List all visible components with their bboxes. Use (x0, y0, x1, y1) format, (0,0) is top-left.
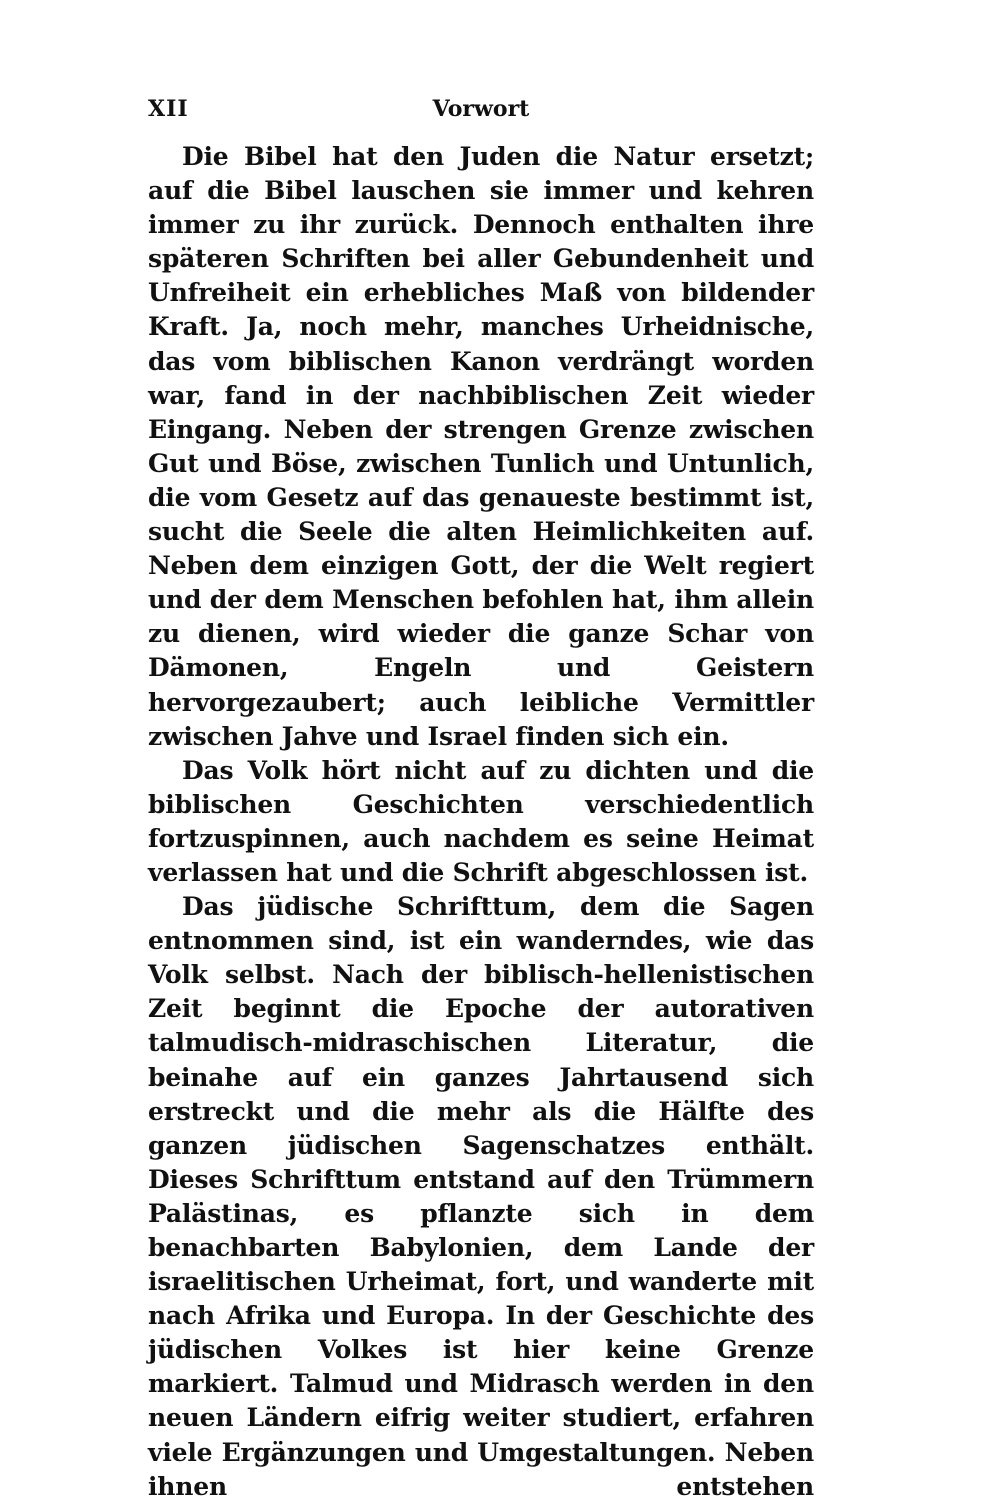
running-head (148, 88, 814, 128)
paragraph-3: Das jüdische Schrifttum, dem die Sagen entnommen sind, ist ein wanderndes, wie das Volk selbst. Nach der biblisch-hellenistischen Zeit beginnt die Epoche der autorativen talmudisch-midraschischen Literatur, die beinahe auf ein ganzes Jahrtausend sich erstreckt und die mehr als die Hälfte des ganzen jüdischen Sagenschatzes enthält. Dieses Schrifttum entstand auf den Trümmern Palästinas, es pflanzte sich in dem benachbarten Babylonien, dem Lande der israelitischen Urheimat, fort, und wanderte mit nach Afrika und Europa. In der Geschichte des jüdischen Volkes ist hier keine Grenze markiert. Talmud und Midrasch werden in den neuen Ländern eifrig weiter studiert, erfahren viele Ergänzungen und Umgestaltungen. Neben ihnen entstehen (148, 892, 814, 1501)
body-text (148, 140, 814, 1504)
page-number: XII (148, 96, 189, 122)
paragraph-1: Die Bibel hat den Juden die Natur ersetzt; auf die Bibel lauschen sie immer und kehren immer zu ihr zurück. Dennoch enthalten ihre späteren Schriften bei aller Gebundenheit und Unfreiheit ein erhebliches Maß von bildender Kraft. Ja, noch mehr, manches Urheidnische, das vom biblischen Kanon verdrängt worden war, fand in der nachbiblischen Zeit wieder Eingang. Neben der strengen Grenze zwischen Gut und Böse, zwischen Tunlich und Untunlich, die vom Gesetz auf das genaueste bestimmt ist, sucht die Seele die alten Heimlichkeiten auf. Neben dem einzigen Gott, der die Welt regiert und der dem Menschen befohlen hat, ihm allein zu dienen, wird wieder die ganze Schar von Dämonen, Engeln und Geistern hervorgezaubert; auch leibliche Vermittler zwischen Jahve und Israel finden sich ein. (148, 142, 814, 751)
book-page (148, 88, 814, 1504)
running-title: Vorwort (432, 96, 530, 122)
paragraph-2: Das Volk hört nicht auf zu dichten und die biblischen Geschichten verschiedentlich fortzuspinnen, auch nachdem es seine Heimat verlassen hat und die Schrift abgeschlossen ist. (148, 755, 814, 887)
